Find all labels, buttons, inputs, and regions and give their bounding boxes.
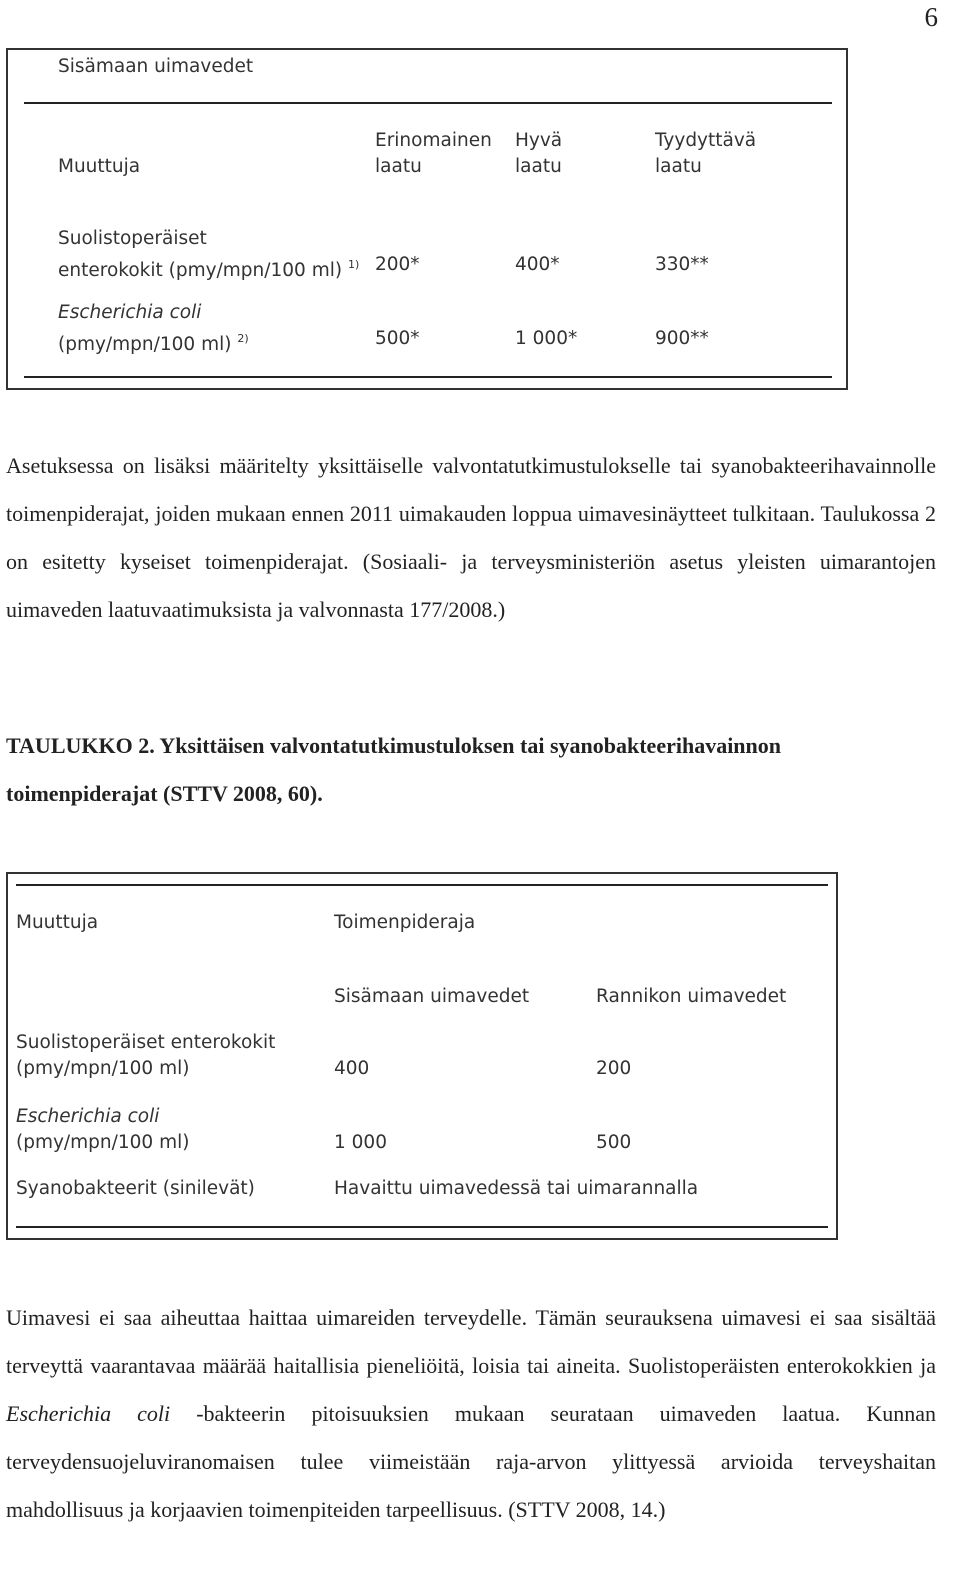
table2-row1-name-2: (pmy/mpn/100 ml) [16, 1058, 190, 1079]
table2-row1-inland: 400 [334, 1058, 370, 1079]
table1-header-excellent-2: laatu [375, 156, 422, 177]
inland-water-quality-table [6, 48, 848, 390]
table2-top-rule [16, 884, 828, 886]
table1-header-variable: Muuttuja [58, 156, 141, 177]
table1-row1-good: 400* [515, 254, 560, 275]
table1-row2-good: 1 000* [515, 328, 578, 349]
table2-row2-inland: 1 000 [334, 1132, 387, 1153]
table1-header-good-2: laatu [515, 156, 562, 177]
table1-row2-excellent: 500* [375, 328, 420, 349]
table1-row1-name-1: Suolistoperäiset [58, 228, 207, 249]
footnote-marker: 2) [237, 332, 249, 345]
table1-header-sufficient-2: laatu [655, 156, 702, 177]
table2-row2-name-2: (pmy/mpn/100 ml) [16, 1132, 190, 1153]
table1-header-excellent-1: Erinomainen [375, 130, 492, 151]
table1-row1-excellent: 200* [375, 254, 420, 275]
table2-header-action-limit: Toimenpideraja [334, 912, 476, 933]
table1-title: Sisämaan uimavedet [58, 56, 254, 77]
table2-row2-coastal: 500 [596, 1132, 632, 1153]
table2-row2-name-1: Escherichia coli [16, 1106, 160, 1127]
table1-row2-name-2: (pmy/mpn/100 ml) $^{2)}$ [58, 332, 249, 355]
table2-cyano-label: Syanobakteerit (sinilevät) [16, 1178, 255, 1199]
table2-row1-coastal: 200 [596, 1058, 632, 1079]
table2-header-variable: Muuttuja [16, 912, 99, 933]
paragraph-intro: Asetuksessa on lisäksi määritelty yksittäiselle valvontatutkimustulokselle tai syanobakteerihavainnolle toimenpiderajat, joiden mukaan ennen 2011 uimakauden loppua uimavesinäytteet tulkitaan. Taulukossa 2 on esitetty kyseiset toimenpiderajat. (Sosiaali- ja terveysministeriön asetus yleisten uimarantojen uimaveden laatuvaatimuksista ja valvonnasta 177/2008.) [6, 453, 936, 622]
page-number: 6 [924, 2, 938, 32]
table2-header-coastal: Rannikon uimavedet [596, 986, 787, 1007]
table1-header-sufficient-1: Tyydyttävä [655, 130, 757, 151]
table1-top-rule [24, 102, 832, 104]
table1-row2-sufficient: 900** [655, 328, 709, 349]
table2-row1-name-1: Suolistoperäiset enterokokit [16, 1032, 276, 1053]
table2-header-inland: Sisämaan uimavedet [334, 986, 530, 1007]
table1-bottom-rule [24, 376, 832, 378]
table1-row1-sufficient: 330** [655, 254, 709, 275]
paragraph-swimming-water: Uimavesi ei saa aiheuttaa haittaa uimareiden terveydelle. Tämän seurauksena uimavesi ei saa sisältää terveyttä vaarantavaa määrää haitallisia pieneliöitä, loisia tai aineita. Suolistoperäisten enterokokkien ja Escherichia coli -bakteerin pitoisuuksien mukaan seurataan uimaveden laatua. Kunnan terveydensuojeluviranomaisen tulee viimeistään raja-arvon ylittyessä arvioida terveyshaitan mahdollisuus ja korjaavien toimenpiteiden tarpeellisuus. (STTV 2008, 14.) [6, 1305, 936, 1522]
action-limits-table [6, 872, 838, 1240]
footnote-marker: 1) [347, 258, 360, 271]
table2-cyano-value: Havaittu uimavedessä tai uimarannalla [334, 1178, 699, 1199]
table2-caption: TAULUKKO 2. Yksittäisen valvontatutkimustuloksen tai syanobakteerihavainnon toimenpiderajat (STTV 2008, 60). [6, 733, 782, 806]
table1-row1-name-2: enterokokit (pmy/mpn/100 ml) $^{1)}$ [58, 258, 360, 281]
table1-row2-name-1: Escherichia coli [58, 302, 202, 323]
table1-header-good-1: Hyvä [515, 130, 563, 151]
table2-bottom-rule [16, 1226, 828, 1228]
species-name: Escherichia coli [6, 1401, 171, 1426]
